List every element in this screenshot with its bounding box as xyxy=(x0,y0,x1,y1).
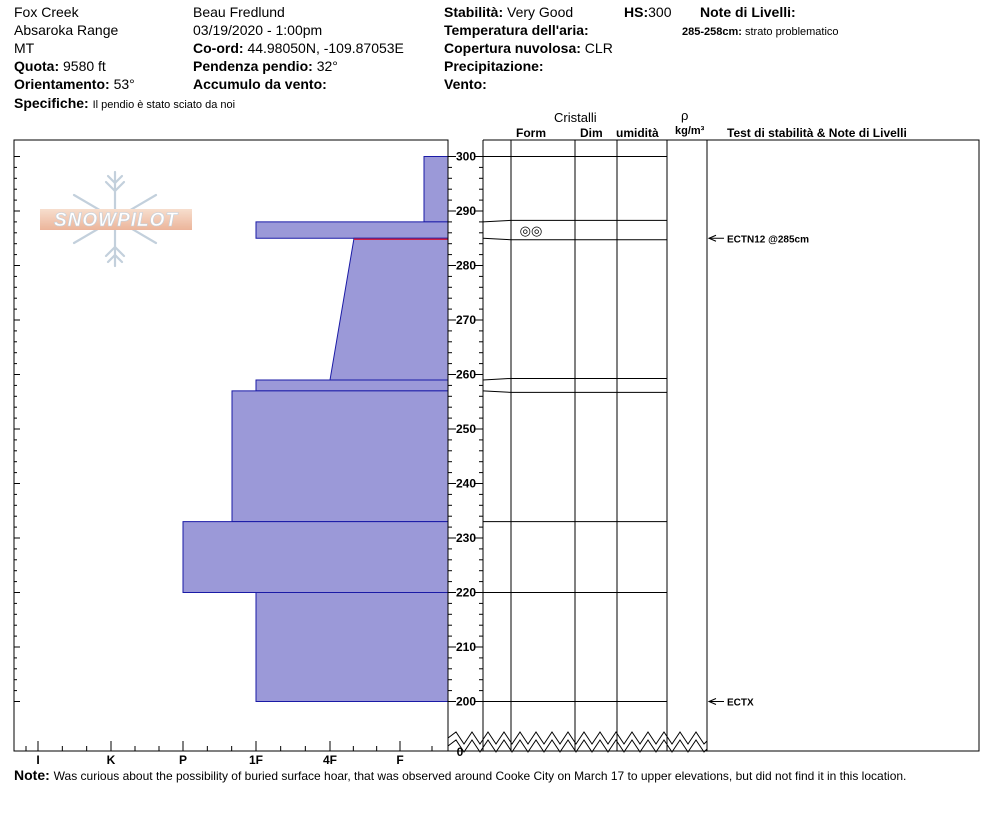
axis-break-icon xyxy=(448,732,707,752)
stability-panel xyxy=(707,140,979,751)
hs-label: HS: xyxy=(624,4,649,20)
density-unit-header: kg/m³ xyxy=(675,125,705,137)
stability-value: Very Good xyxy=(507,4,574,20)
test-label: ECTX xyxy=(727,697,754,709)
layer-notes-label: Note di Livelli: xyxy=(700,4,796,20)
form-header: Form xyxy=(516,126,546,140)
hardness-tick-label: 1F xyxy=(248,753,264,767)
cloud-label: Copertura nuvolosa: xyxy=(444,40,581,56)
depth-tick-label: 260 xyxy=(455,367,477,382)
aspect-label: Orientamento: xyxy=(14,76,110,92)
crystal-columns xyxy=(448,140,707,751)
coord-label: Co-ord: xyxy=(193,40,244,56)
hs-value: 300 xyxy=(648,4,672,20)
elevation-value: 9580 ft xyxy=(63,58,106,74)
layer-connector xyxy=(483,391,511,393)
note-text: Was curious about the possibility of buried surface hoar, that was observed around Cooke City on March 17 to upper elevations, but did not find it in this location. xyxy=(53,769,907,783)
snow-layer xyxy=(424,157,448,222)
depth-tick-label: 210 xyxy=(455,640,477,654)
elevation-label: Quota: xyxy=(14,58,60,74)
stability-label: Stabilità: xyxy=(444,4,504,20)
coord-value: 44.98050N, -109.87053E xyxy=(247,40,404,56)
note-label: Note: xyxy=(14,767,50,783)
depth-tick-label: 220 xyxy=(455,585,477,600)
location: Fox Creek xyxy=(14,4,79,20)
tests-header: Test di stabilità & Note di Livelli xyxy=(727,126,907,140)
state: MT xyxy=(14,40,35,56)
rho-header: ρ xyxy=(681,108,689,123)
range: Absaroka Range xyxy=(14,22,119,38)
snow-layer xyxy=(256,222,448,238)
test-label: ECTN12 @285cm xyxy=(727,234,810,246)
hardness-axis xyxy=(26,741,432,767)
layer-connector xyxy=(483,378,511,380)
depth-tick-label: 300 xyxy=(455,149,477,164)
depth-tick-label: 240 xyxy=(455,476,477,491)
snow-layer xyxy=(330,238,448,380)
wind-loading-label: Accumulo da vento: xyxy=(193,76,327,92)
crystal-symbol: ◎◎ xyxy=(519,223,543,239)
cloud-value: CLR xyxy=(584,40,613,56)
crystals-header: Cristalli xyxy=(554,110,597,125)
moisture-header: umidità xyxy=(616,126,659,140)
hardness-profile xyxy=(183,157,448,702)
air-temp-label: Temperatura dell'aria: xyxy=(444,22,589,38)
datetime: 03/19/2020 - 1:00pm xyxy=(193,22,323,38)
depth-tick-label: 250 xyxy=(455,422,477,436)
slope-label: Pendenza pendio: xyxy=(193,58,313,74)
snow-layer xyxy=(256,593,448,702)
hardness-tick-label: K xyxy=(106,753,116,767)
snow-layer xyxy=(256,380,448,391)
layer-connector xyxy=(483,220,511,222)
dim-header: Dim xyxy=(580,126,603,140)
stability-tests xyxy=(709,234,809,708)
specifics-value: Il pendio è stato sciato da noi xyxy=(92,99,236,111)
logo-text: SNOWPILOT xyxy=(53,210,179,231)
footer-note xyxy=(14,767,906,784)
snowpilot-logo xyxy=(40,172,192,266)
depth-tick-label: 200 xyxy=(455,694,477,709)
hardness-tick-label: 4F xyxy=(322,753,338,767)
snow-layer xyxy=(183,522,448,593)
wind-label: Vento: xyxy=(444,76,487,92)
depth-tick-label: 270 xyxy=(455,313,477,327)
hardness-tick-label: F xyxy=(396,753,404,767)
specifics-label: Specifiche: xyxy=(14,95,89,111)
hardness-tick-label: P xyxy=(178,753,188,767)
depth-tick-label: 290 xyxy=(455,204,477,218)
observer: Beau Fredlund xyxy=(193,4,285,20)
depth-zero-label: 0 xyxy=(456,745,464,759)
precip-label: Precipitazione: xyxy=(444,58,544,74)
depth-tick-label: 230 xyxy=(455,531,477,545)
depth-tick-label: 280 xyxy=(455,258,477,273)
layer-note-range: 285-258cm: xyxy=(682,26,742,38)
layer-note-text: strato problematico xyxy=(745,26,839,38)
snow-layer xyxy=(232,391,448,522)
layer-connector xyxy=(483,238,511,240)
hardness-tick-label: I xyxy=(36,753,40,767)
aspect-value: 53° xyxy=(113,76,135,92)
slope-value: 32° xyxy=(316,58,338,74)
